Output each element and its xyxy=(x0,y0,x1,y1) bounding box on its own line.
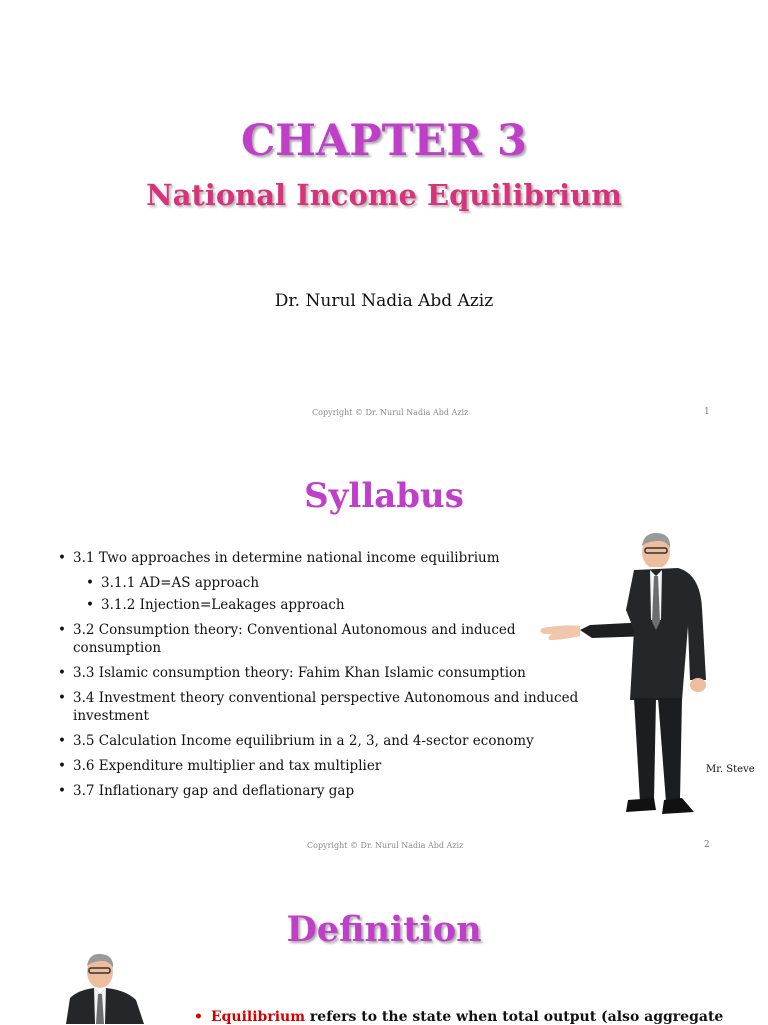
syllabus-list xyxy=(56,549,586,807)
slide-1 xyxy=(0,0,768,432)
presenter-headshot xyxy=(56,950,156,1024)
slide-2 xyxy=(0,432,768,864)
copyright-footer: Copyright © Dr. Nurul Nadia Abd Aziz xyxy=(307,841,464,850)
syllabus-subitem: • 3.1.2 Injection=Leakages approach xyxy=(84,596,586,614)
presenter-caption: Mr. Steve xyxy=(706,764,755,775)
syllabus-item: • 3.5 Calculation Income equilibrium in a 2, 3, and 4-sector economy xyxy=(56,732,586,750)
chapter-subtitle: National Income Equilibrium xyxy=(146,178,622,212)
syllabus-item: • 3.2 Consumption theory: Conventional Autonomous and induced consumption xyxy=(56,621,586,657)
syllabus-title: Syllabus xyxy=(304,476,464,516)
syllabus-item: • 3.7 Inflationary gap and deflationary gap xyxy=(56,782,586,800)
syllabus-item: • 3.6 Expenditure multiplier and tax multiplier xyxy=(56,757,586,775)
chapter-title: CHAPTER 3 xyxy=(241,116,527,166)
definition-line xyxy=(194,1009,768,1025)
author-name: Dr. Nurul Nadia Abd Aziz xyxy=(274,291,494,311)
syllabus-subitem: • 3.1.1 AD=AS approach xyxy=(84,574,586,592)
syllabus-item: • 3.1 Two approaches in determine national income equilibrium xyxy=(56,549,586,567)
copyright-footer: Copyright © Dr. Nurul Nadia Abd Aziz xyxy=(312,408,469,417)
definition-text: refers to the state when total output (also aggregate xyxy=(309,1009,724,1025)
definition-title: Definition xyxy=(286,909,482,950)
slide-3 xyxy=(0,864,768,1024)
syllabus-item: • 3.4 Investment theory conventional perspective Autonomous and induced investment xyxy=(56,689,586,725)
bullet-icon: • xyxy=(194,1009,203,1025)
page-number: 2 xyxy=(704,840,710,850)
definition-term: Equilibrium xyxy=(210,1009,306,1025)
page-number: 1 xyxy=(704,407,710,417)
syllabus-item: • 3.3 Islamic consumption theory: Fahim Khan Islamic consumption xyxy=(56,664,586,682)
presenter-illustration xyxy=(530,530,730,830)
